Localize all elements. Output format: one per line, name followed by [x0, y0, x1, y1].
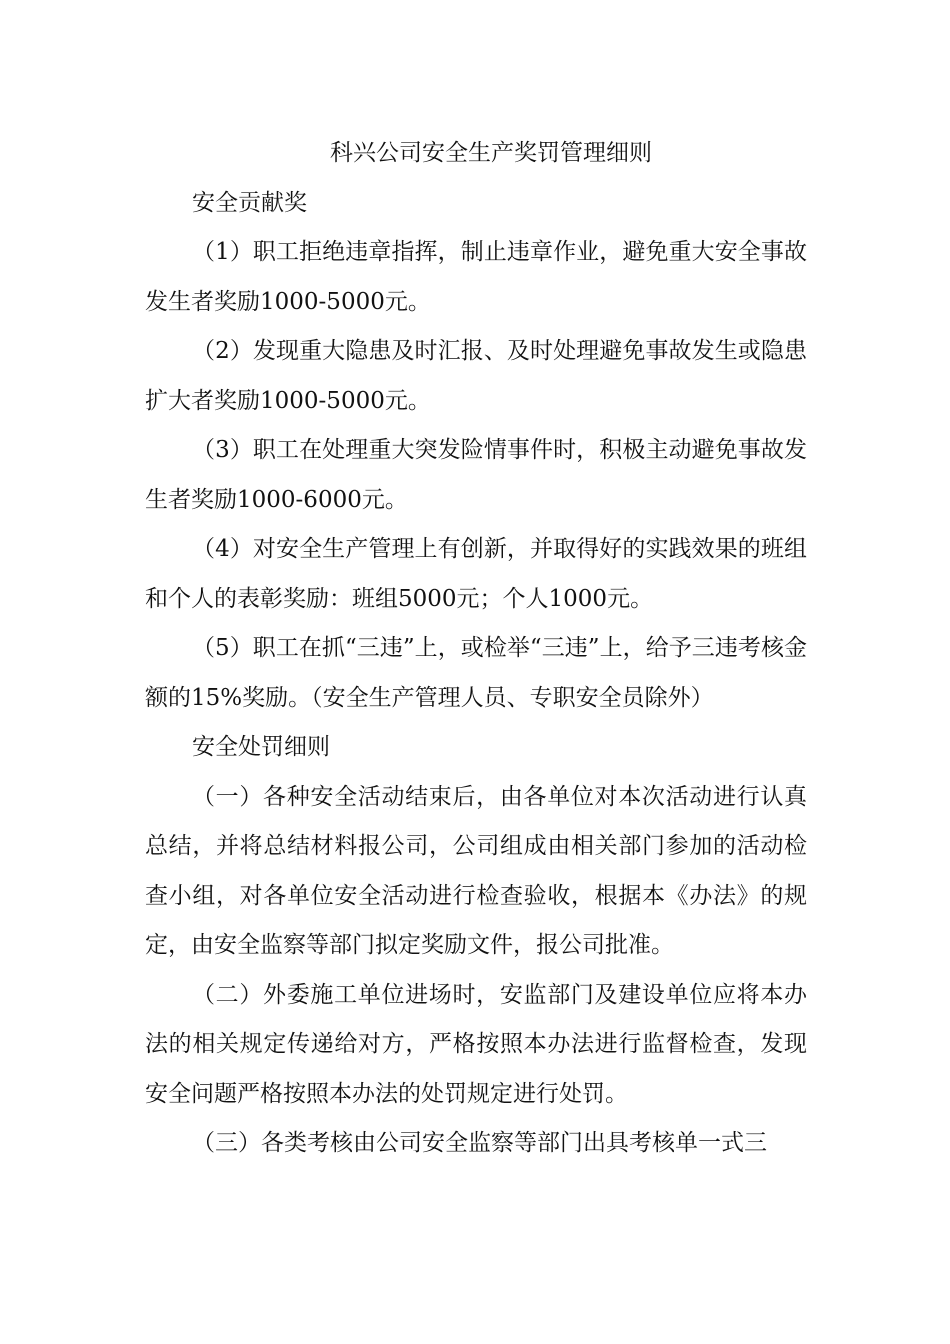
- document-body: [145, 129, 807, 1169]
- paragraph-item-3: （3）职工在处理重大突发险情事件时，积极主动避免事故发生者奖励1000-6000元。: [145, 437, 807, 513]
- document-title: 科兴公司安全生产奖罚管理细则: [330, 140, 652, 166]
- paragraph-rule-2: （二）外委施工单位进场时，安监部门及建设单位应将本办法的相关规定传递给对方，严格按照本办法进行监督检查，发现安全问题严格按照本办法的处罚规定进行处罚。: [145, 981, 807, 1107]
- paragraph-item-5: （5）职工在抓“三违”上，或检举“三违”上，给予三违考核金额的15%奖励。（安全生产管理人员、专职安全员除外）: [145, 635, 807, 711]
- paragraph-rule-1: （一）各种安全活动结束后，由各单位对本次活动进行认真总结，并将总结材料报公司，公司组成由相关部门参加的活动检查小组，对各单位安全活动进行检查验收，根据本《办法》的规定，由安全监察等部门拟定奖励文件，报公司批准。: [145, 783, 807, 958]
- section-heading-contribution-award: 安全贡献奖: [192, 189, 307, 216]
- paragraph-rule-3: （三）各类考核由公司安全监察等部门出具考核单一式三: [192, 1130, 767, 1156]
- section-heading-penalty-rules: 安全处罚细则: [192, 734, 330, 760]
- paragraph-item-4: （4）对安全生产管理上有创新，并取得好的实践效果的班组和个人的表彰奖励：班组5000元；个人1000元。: [145, 536, 807, 612]
- paragraph-item-1: （1）职工拒绝违章指挥，制止违章作业，避免重大安全事故发生者奖励1000-5000元。: [145, 239, 807, 315]
- paragraph-item-2: （2）发现重大隐患及时汇报、及时处理避免事故发生或隐患扩大者奖励1000-5000元。: [145, 338, 807, 414]
